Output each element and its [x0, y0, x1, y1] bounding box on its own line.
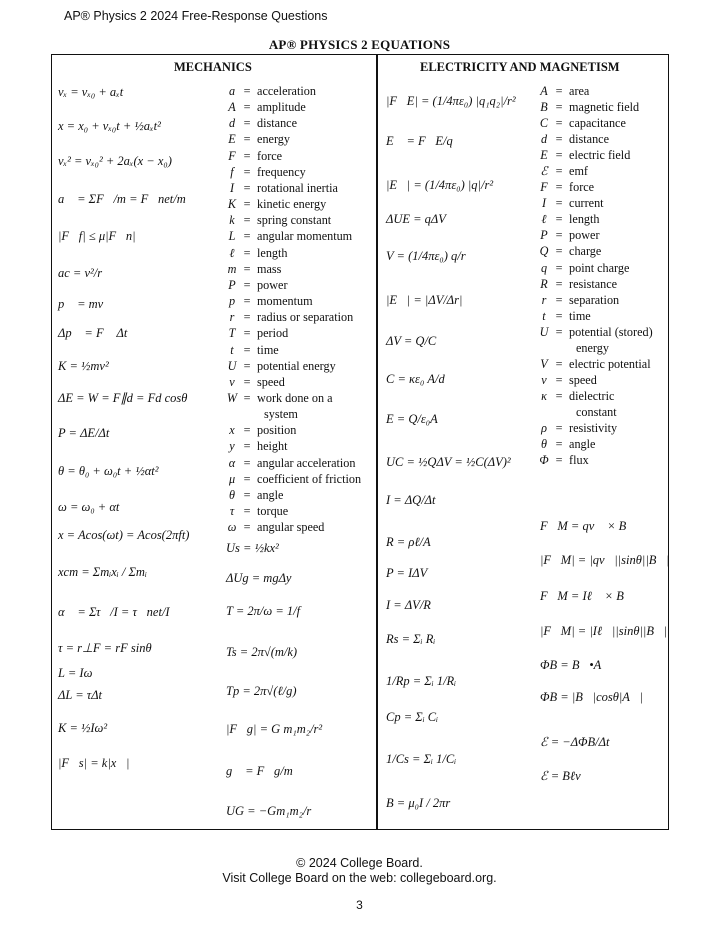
em-eq-10: UC = ½QΔV = ½C(ΔV)²: [386, 455, 511, 469]
legend-row: P = power: [540, 228, 600, 243]
em-eq-12: R = ρℓ/A: [386, 535, 431, 549]
legend-row: t = time: [542, 308, 591, 323]
em-eq-16: 1/Rp = Σᵢ 1/Rᵢ: [386, 674, 457, 688]
em-eq2-1: F⃗M = qv⃗ × B⃗: [540, 519, 637, 533]
em-eq-1: |F⃗E| = (1/4πε₀) |q₁q₂|/r²: [386, 94, 516, 108]
legend-row: r = separation: [541, 292, 620, 307]
legend-row: μ = coefficient of friction: [228, 471, 362, 486]
legend-row: a = acceleration: [228, 84, 316, 98]
em-eq-8: C = κε₀ A/d: [386, 372, 445, 386]
legend-row: x = position: [229, 423, 297, 438]
em-legend: [536, 83, 653, 468]
mech-eq-4: a⃗ = ΣF⃗/m = F⃗net/m: [58, 192, 186, 206]
mech-eq-14: x = Acos(ωt) = Acos(2πft): [58, 528, 190, 542]
em-eq-11: I = ΔQ/Δt: [386, 493, 436, 507]
legend-row: ℓ = length: [229, 245, 288, 260]
mech-eq-16: α⃗ = Στ⃗/I = τ⃗net/I: [58, 605, 170, 619]
legend-row: d = distance: [540, 132, 609, 147]
mech-eq-11: P = ΔE/Δt: [58, 426, 110, 440]
legend-row: R = resistance: [540, 276, 618, 291]
legend-row: ρ = resistivity: [541, 420, 618, 435]
mech-eq-8: Δp⃗ = F⃗ Δt: [58, 326, 128, 340]
mech-eq-9: K = ½mv²: [58, 359, 109, 373]
legend-row: U = potential energy: [227, 358, 336, 373]
legend-row: P = power: [228, 277, 288, 292]
mech-eq2-5: Tp = 2π√(ℓ/g): [226, 684, 297, 698]
mech-eq2-2: ΔUg = mgΔy: [226, 571, 292, 585]
mechanics-heading: MECHANICS: [174, 60, 252, 74]
em-eq-15: Rs = Σᵢ Rᵢ: [386, 632, 436, 646]
legend-row: τ = torque: [229, 504, 289, 519]
legend-row: F = force: [228, 148, 283, 163]
legend-row: I = rotational inertia: [229, 180, 338, 195]
em-eq-18: 1/Cs = Σᵢ 1/Cᵢ: [386, 752, 457, 766]
website-note: Visit College Board on the web: collegeboard.org.: [222, 871, 497, 885]
mech-eq-12: θ = θ₀ + ω₀t + ½αt²: [58, 464, 159, 478]
legend-row: constant: [576, 404, 617, 419]
em-eq2-4: |F⃗M| = |Iℓ⃗||sinθ||B⃗|: [540, 624, 668, 638]
em-eq2-6: ΦB = |B⃗|cosθ|A⃗|: [540, 690, 644, 704]
mech-eq2-7: g⃗ = F⃗g/m: [226, 764, 293, 778]
em-eq-3: |E⃗| = (1/4πε₀) |q|/r²: [386, 178, 494, 192]
mech-eq-18: L = Iω: [58, 666, 93, 680]
legend-row: A = area: [540, 84, 590, 98]
legend-row: k = spring constant: [229, 213, 332, 228]
copyright: © 2024 College Board.: [296, 856, 423, 870]
legend-row: W = work done on a: [226, 390, 333, 405]
legend-row: B = magnetic field: [540, 100, 640, 115]
legend-row: θ = angle: [541, 437, 596, 452]
mech-eq-20: K = ½Iω²: [58, 721, 108, 735]
legend-row: F = force: [540, 180, 595, 195]
legend-row: y = height: [229, 439, 288, 454]
legend-row: r = radius or separation: [229, 310, 354, 325]
legend-row: energy: [576, 340, 609, 355]
legend-row: Q = charge: [539, 244, 602, 259]
legend-row: ℓ = length: [541, 212, 600, 227]
em-eq-13: P = IΔV: [386, 566, 428, 580]
em-heading: ELECTRICITY AND MAGNETISM: [420, 60, 620, 74]
legend-row: E = energy: [228, 132, 290, 147]
mech-eq-13: ω = ω₀ + αt: [58, 500, 120, 514]
page-header: AP® Physics 2 2024 Free-Response Questions: [64, 9, 328, 23]
mech-eq-21: |F⃗s| = k|x⃗|: [58, 756, 130, 770]
legend-row: v = speed: [541, 372, 597, 387]
legend-row: I = current: [541, 196, 604, 211]
em-eq-17: Cp = Σᵢ Cᵢ: [386, 710, 439, 724]
legend-row: E = electric field: [540, 148, 631, 163]
legend-row: t = time: [230, 342, 279, 357]
em-eq-6: |E⃗| = |ΔV/Δr|: [386, 293, 463, 307]
legend-row: f = frequency: [230, 164, 306, 179]
page-number: 3: [356, 898, 363, 912]
em-eq-9: E = Q/ε₀A: [386, 412, 438, 426]
mech-eq-7: p⃗ = mv⃗: [58, 297, 113, 311]
mech-eq-10: ΔE = W = F∥d = Fd cosθ: [58, 391, 188, 405]
mech-eq-3: vₓ² = vₓ₀² + 2aₓ(x − x₀): [58, 154, 172, 168]
sheet-title: AP® PHYSICS 2 EQUATIONS: [268, 37, 451, 52]
legend-row: θ = angle: [229, 487, 284, 502]
mech-eq2-3: T = 2π/ω = 1/f: [226, 604, 301, 618]
mech-eq-2: x = x₀ + vₓ₀t + ½aₓt²: [58, 119, 161, 133]
mech-eq2-8: UG = −Gm₁m₂/r: [226, 804, 312, 818]
mech-eq-15: xcm = Σmᵢxᵢ / Σmᵢ: [58, 565, 147, 579]
legend-row: κ = dielectric: [541, 388, 615, 403]
legend-row: system: [264, 407, 298, 422]
legend-row: d = distance: [228, 116, 297, 131]
legend-row: V = electric potential: [540, 356, 651, 371]
em-eq-4: ΔUE = qΔV: [386, 212, 446, 226]
mech-eq-1: vₓ = vₓ₀ + aₓt: [58, 85, 124, 99]
em-eq2-8: ℰ = Bℓv: [540, 769, 581, 783]
legend-row: ω = angular speed: [227, 520, 325, 535]
legend-row: Φ = flux: [539, 453, 589, 468]
mech-eq2-1: Us = ½kx²: [226, 541, 279, 555]
legend-row: ℰ = emf: [540, 164, 588, 179]
mech-eq-6: ac = v²/r: [58, 266, 103, 280]
legend-row: p = momentum: [228, 294, 313, 309]
em-eq2-3: F⃗M = Iℓ⃗ × B⃗: [540, 589, 634, 603]
em-eq-5: V = (1/4πε₀) q/r: [386, 249, 466, 263]
mech-eq-19: ΔL = τΔt: [58, 688, 103, 702]
legend-row: U = potential (stored): [539, 324, 653, 339]
legend-row: α = angular acceleration: [228, 455, 356, 470]
em-eq-19: B = μ₀I / 2πr: [386, 796, 451, 810]
legend-row: m = mass: [227, 261, 282, 276]
mech-eq-17: τ = r⊥F = rF sinθ: [58, 641, 152, 655]
legend-row: K = kinetic energy: [227, 197, 327, 212]
legend-row: L = angular momentum: [228, 229, 353, 244]
legend-row: T = period: [228, 326, 289, 341]
mech-eq-5: |F⃗f| ≤ μ|F⃗n|: [58, 229, 136, 243]
em-eq-7: ΔV = Q/C: [386, 334, 437, 348]
mech-eq2-4: Ts = 2π√(m/k): [226, 645, 298, 659]
em-eq2-5: ΦB = B⃗•A⃗: [540, 658, 611, 672]
legend-row: q = point charge: [540, 260, 630, 275]
mech-eq2-6: |F⃗g| = G m₁m₂/r²: [226, 722, 323, 736]
em-eq-14: I = ΔV/R: [386, 598, 431, 612]
legend-row: C = capacitance: [539, 116, 626, 131]
column-divider: [376, 54, 378, 830]
mechanics-legend: [224, 83, 361, 535]
legend-row: v = speed: [229, 374, 285, 389]
em-eq2-2: |F⃗M| = |qv⃗||sinθ||B⃗|: [540, 553, 670, 567]
legend-row: A = amplitude: [228, 100, 306, 115]
em-eq-2: E⃗ = F⃗E/q: [386, 134, 453, 148]
em-eq2-7: ℰ = −ΔΦB/Δt: [540, 735, 610, 749]
